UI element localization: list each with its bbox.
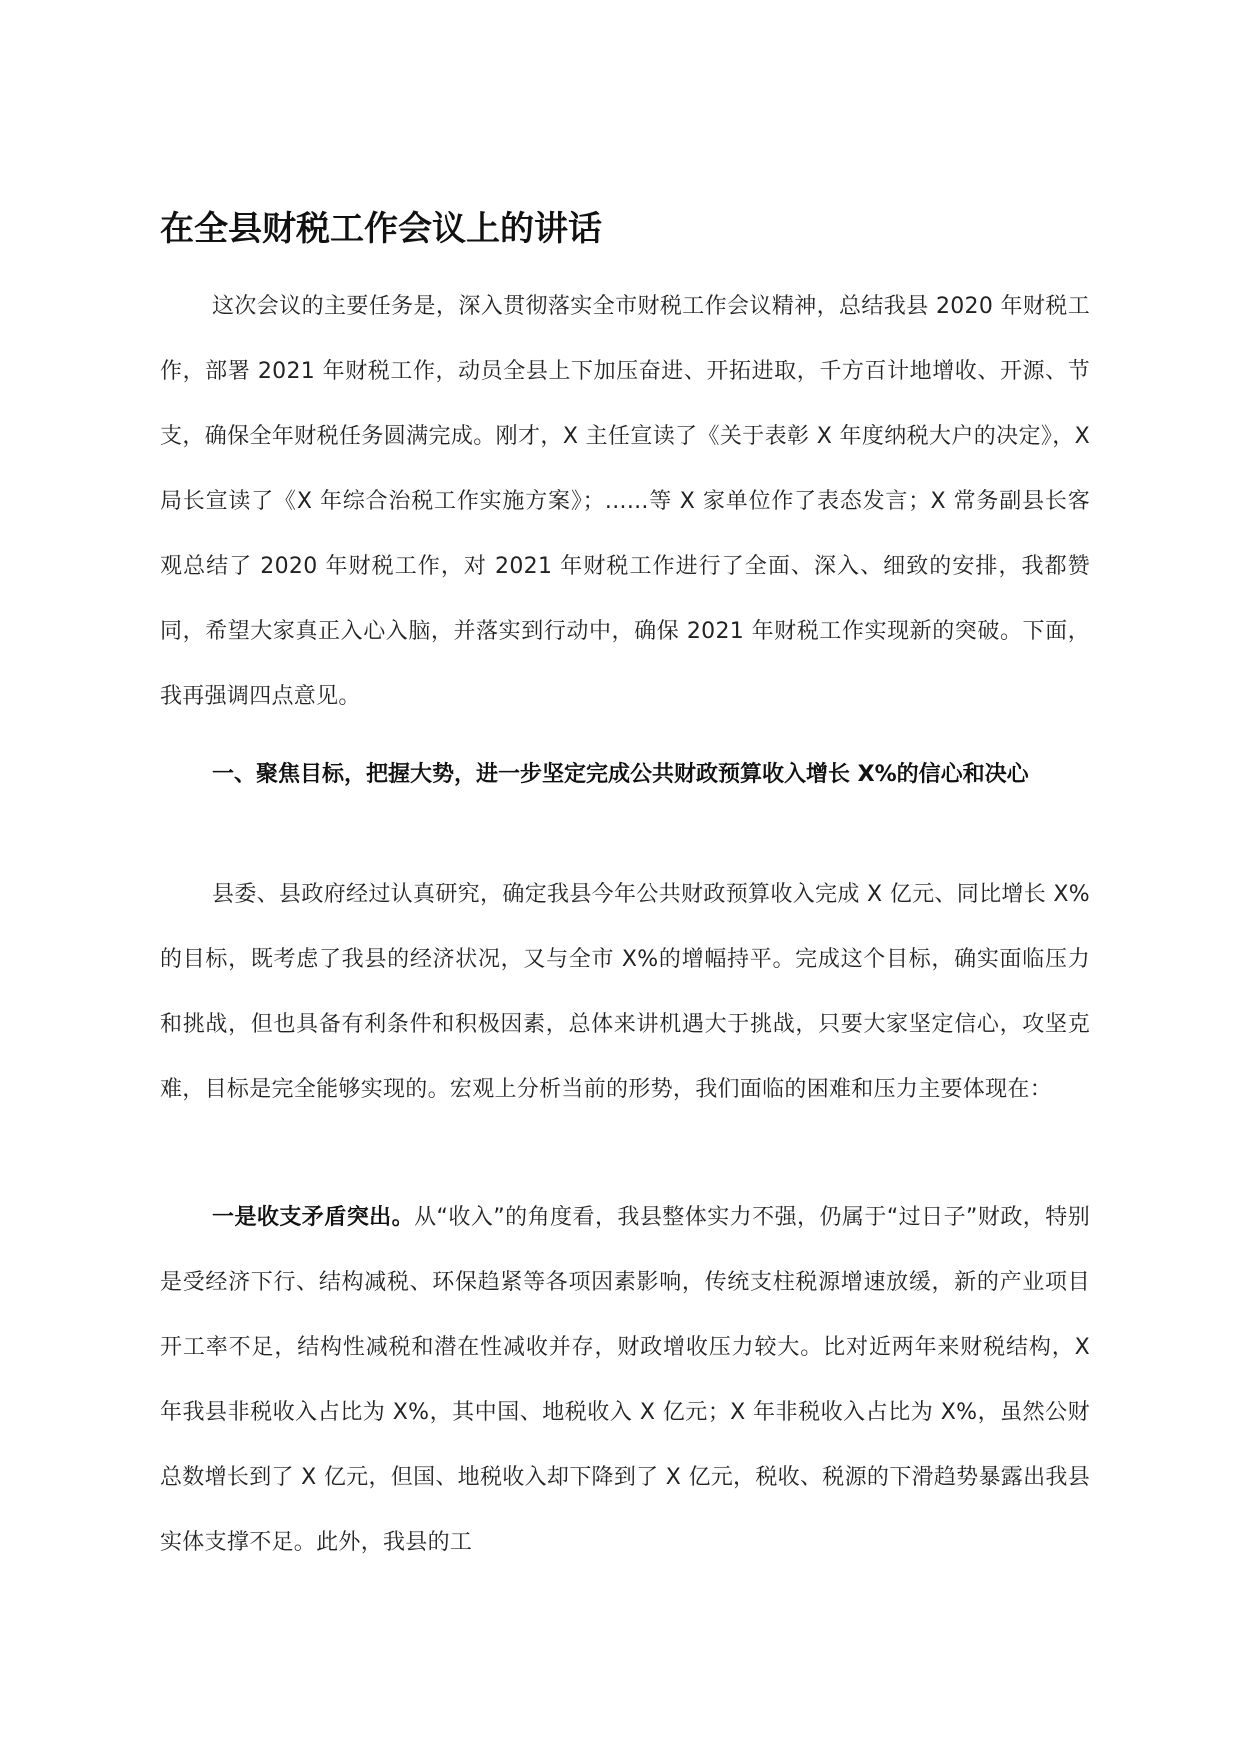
point-1-lead: 一是收支矛盾突出。 (212, 1205, 415, 1230)
point-1-paragraph (160, 1185, 1090, 1575)
intro-paragraph: 这次会议的主要任务是，深入贯彻落实全市财税工作会议精神，总结我县 2020 年财税工作，部署 2021 年财税工作，动员全县上下加压奋进、开拓进取，千方百计地增收、开源、节支，确保全年财税任务圆满完成。刚才，X 主任宣读了《关于表彰 X 年度纳税大户的决定》，X 局长宣读了《X 年综合治税工作实施方案》；......等 X 家单位作了表态发言；X 常务副县长客观总结了 2020 年财税工作，对 2021 年财税工作进行了全面、深入、细致的安排，我都赞同，希望大家真正入心入脑，并落实到行动中，确保 2021 年财税工作实现新的突破。下面，我再强调四点意见。 (160, 294, 1090, 709)
point-1-body: 从“收入”的角度看，我县整体实力不强，仍属于“过日子”财政，特别是受经济下行、结构减税、环保趋紧等各项因素影响，传统支柱税源增速放缓，新的产业项目开工率不足，结构性减税和潜在性减收并存，财政增收压力较大。比对近两年来财税结构，X 年我县非税收入占比为 X%，其中国、地税收入 X 亿元；X 年非税收入占比为 X%，虽然公财总数增长到了 X 亿元，但国、地税收入却下降到了 X 亿元，税收、税源的下滑趋势暴露出我县实体支撑不足。此外，我县的工 (160, 1205, 1090, 1555)
page-title: 在全县财税工作会议上的讲话 (160, 209, 602, 249)
section-heading-1: 一、聚焦目标，把握大势，进一步坚定完成公共财政预算收入增长 X%的信心和决心 (212, 762, 1029, 787)
section-1-paragraph: 县委、县政府经过认真研究，确定我县今年公共财政预算收入完成 X 亿元、同比增长 X%的目标，既考虑了我县的经济状况，又与全市 X%的增幅持平。完成这个目标，确实面临压力和挑战，但也具备有利条件和积极因素，总体来讲机遇大于挑战，只要大家坚定信心，攻坚克难，目标是完全能够实现的。宏观上分析当前的形势，我们面临的困难和压力主要体现在： (160, 882, 1090, 1102)
